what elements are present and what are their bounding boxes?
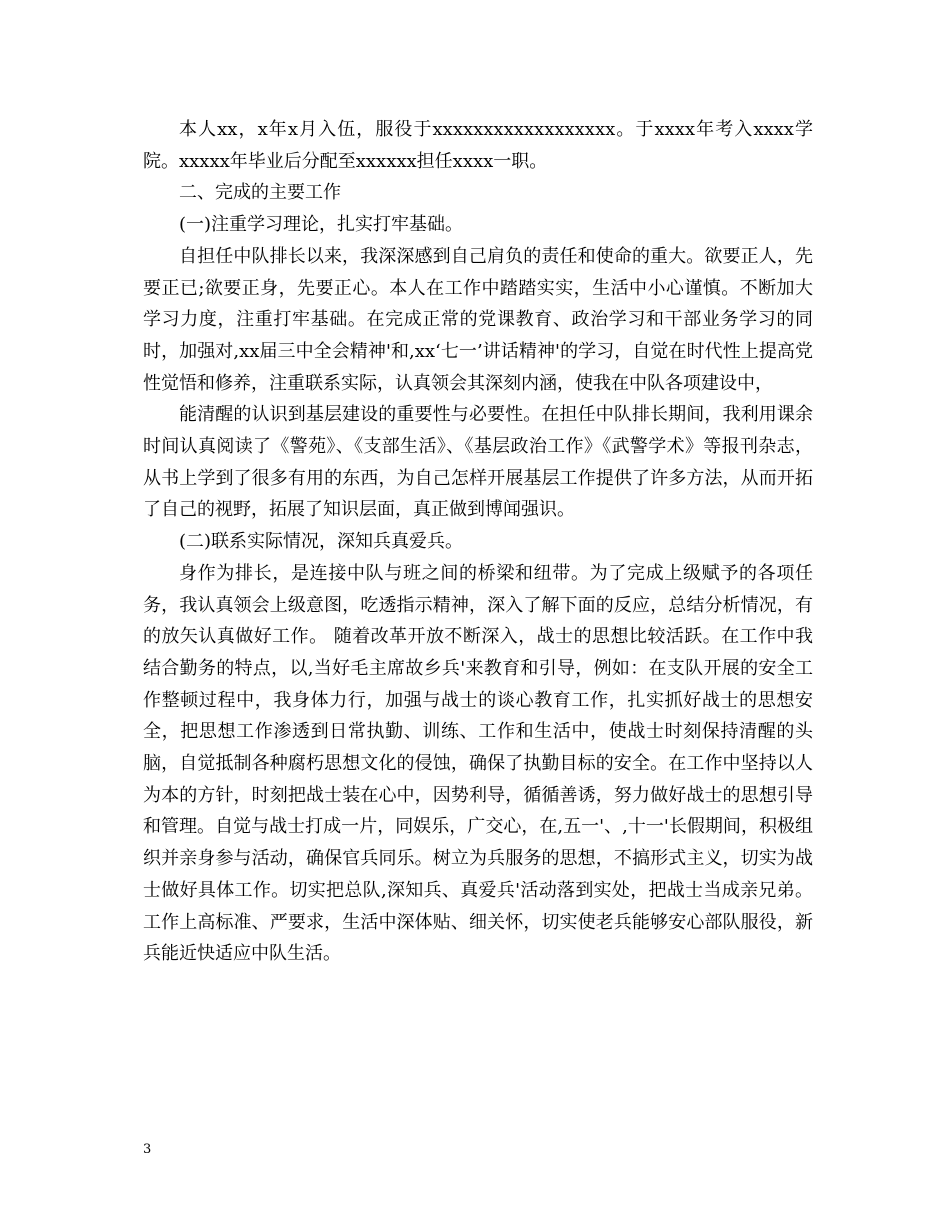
section-heading-main-work: 二、完成的主要工作 — [179, 182, 341, 204]
subheading-study-theory: (一)注重学习理论，扎实打牢基础。 — [179, 214, 464, 236]
paragraph-study-2: 能清醒的认识到基层建设的重要性与必要性。在担任中队排长期间，我利用课余时间认真阅读了《警苑》、《支部生活》、《基层政治工作》《武警学术》等报刊杂志，从书上学到了很多有用的东西，为自己怎样开展基层工作提供了许多方法，从而开拓了自己的视野，拓展了知识层面，真正做到博闻强识。 — [143, 404, 813, 521]
paragraph-care-soldiers: 身作为排长，是连接中队与班之间的桥梁和纽带。为了完成上级赋予的各项任务，我认真领会上级意图，吃透指示精神，深入了解下面的反应，总结分析情况，有的放矢认真做好工作。 随着改革开放不断深入，战士的思想比较活跃。在工作中我结合勤务的特点，以,当好毛主席故乡兵'来教育和引导，例如：在支队开展的安全工作整顿过程中，我身体力行，加强与战士的谈心教育工作，扎实抓好战士的思想安全，把思想工作渗透到日常执勤、训练、工作和生活中，使战士时刻保持清醒的头脑，自觉抵制各种腐朽思想文化的侵蚀，确保了执勤目标的安全。在工作中坚持以人为本的方针，时刻把战士装在心中，因势利导，循循善诱，努力做好战士的思想引导和管理。自觉与战士打成一片，同娱乐，广交心，在,五一'、,十一'长假期间，积极组织并亲身参与活动，确保官兵同乐。树立为兵服务的思想，不搞形式主义，切实为战士做好具体工作。切实把总队,深知兵、真爱兵'活动落到实处，把战士当成亲兄弟。工作上高标准、严要求，生活中深体贴、细关怀，切实使老兵能够安心部队服役，新兵能近快适应中队生活。 — [143, 562, 813, 965]
subheading-care-soldiers: (二)联系实际情况，深知兵真爱兵。 — [179, 531, 464, 553]
paragraph-study-1: 自担任中队排长以来，我深深感到自己肩负的责任和使命的重大。欲要正人，先要正已;欲要正身，先要正心。本人在工作中踏踏实实，生活中小心谨慎。不断加大学习力度，注重打牢基础。在完成正常的党课教育、政治学习和干部业务学习的同时，加强对,xx届三中全会精神'和,xx‘七一’讲话精神'的学习，自觉在时代性上提高党性觉悟和修养，注重联系实际，认真领会其深刻内涵，使我在中队各项建设中， — [143, 245, 813, 394]
paragraph-intro: 本人xx，x年x月入伍，服役于xxxxxxxxxxxxxxxxxx。于xxxx年考入xxxx学院。xxxxx年毕业后分配至xxxxxx担任xxxx一职。 — [143, 119, 813, 172]
page-number: 3 — [143, 1142, 152, 1157]
document-body — [143, 114, 813, 970]
